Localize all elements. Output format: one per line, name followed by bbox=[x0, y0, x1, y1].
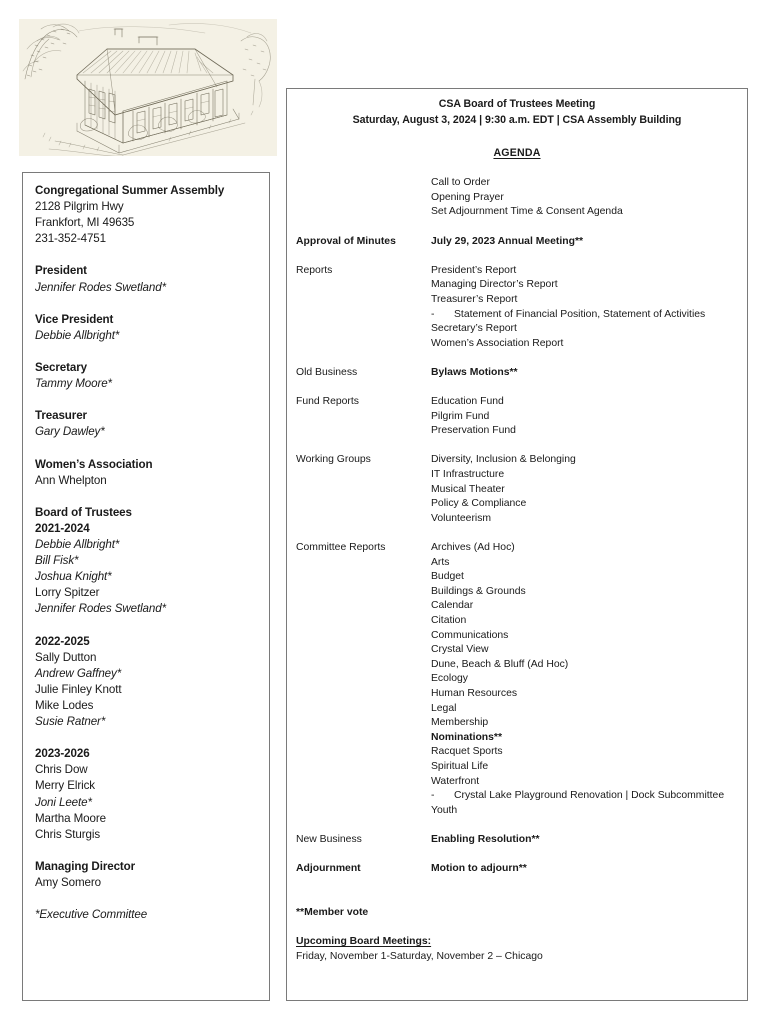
agenda-row-label: Approval of Minutes bbox=[296, 235, 396, 247]
agenda-heading-wrapper bbox=[296, 143, 738, 161]
agenda-row bbox=[296, 191, 738, 206]
contact-line-spacer bbox=[35, 247, 257, 263]
agenda-sub-item bbox=[431, 308, 738, 323]
agenda-sub-item-text: Statement of Financial Position, Statement of Activities bbox=[454, 308, 706, 320]
contact-line: 2128 Pilgrim Hwy bbox=[35, 200, 124, 214]
agenda-row-label: New Business bbox=[296, 833, 362, 845]
contact-line: Amy Somero bbox=[35, 876, 102, 890]
contact-line: Frankfort, MI 49635 bbox=[35, 216, 135, 230]
agenda-item: Membership bbox=[431, 717, 489, 729]
member-vote-note: **Member vote bbox=[296, 906, 369, 918]
agenda-item: Buildings & Grounds bbox=[431, 585, 526, 597]
agenda-row bbox=[296, 395, 738, 439]
agenda-item: Calendar bbox=[431, 600, 474, 612]
agenda-row bbox=[296, 366, 738, 381]
upcoming-meetings-heading: Upcoming Board Meetings: bbox=[296, 936, 432, 948]
agenda-item: Human Resources bbox=[431, 687, 518, 699]
contact-line: Joshua Knight* bbox=[35, 570, 112, 584]
contact-line-spacer bbox=[35, 441, 257, 457]
agenda-item: Youth bbox=[431, 804, 458, 816]
agenda-heading: AGENDA bbox=[493, 147, 541, 160]
agenda-row-spacer bbox=[296, 351, 738, 366]
agenda-item: Bylaws Motions** bbox=[431, 366, 518, 378]
contact-line-spacer bbox=[35, 344, 257, 360]
sub-item-dash-icon: - bbox=[431, 790, 435, 802]
meeting-title-line-1: CSA Board of Trustees Meeting bbox=[438, 98, 596, 110]
contact-line-spacer bbox=[35, 843, 257, 859]
agenda-row-spacer bbox=[296, 439, 738, 454]
contact-line-spacer bbox=[35, 891, 257, 907]
contact-heading: 2022-2025 bbox=[35, 634, 90, 648]
contact-line: Gary Dawley* bbox=[35, 425, 105, 439]
agenda-item: Women’s Association Report bbox=[431, 337, 564, 349]
agenda-sub-item-text: Crystal Lake Playground Renovation | Dock Subcommittee bbox=[454, 790, 725, 802]
footer-spacer-3 bbox=[296, 920, 738, 935]
contact-line: Debbie Allbright* bbox=[35, 538, 120, 552]
agenda-item: Spiritual Life bbox=[431, 760, 489, 772]
contact-line: Joni Leete* bbox=[35, 795, 92, 809]
agenda-item: Archives (Ad Hoc) bbox=[431, 542, 515, 554]
agenda-item: Set Adjournment Time & Consent Agenda bbox=[431, 206, 623, 218]
contact-line-spacer bbox=[35, 296, 257, 312]
contact-heading: Secretary bbox=[35, 361, 87, 375]
agenda-item: Preservation Fund bbox=[431, 425, 516, 437]
contact-line: *Executive Committee bbox=[35, 908, 148, 922]
contact-line: Lorry Spitzer bbox=[35, 586, 100, 600]
agenda-item: IT Infrastructure bbox=[431, 469, 505, 481]
agenda-row bbox=[296, 453, 738, 526]
contact-line: Martha Moore bbox=[35, 811, 106, 825]
agenda-item: Arts bbox=[431, 556, 450, 568]
footer-spacer-1 bbox=[296, 877, 738, 892]
agenda-item: Enabling Resolution** bbox=[431, 833, 540, 845]
contact-line: 231-352-4751 bbox=[35, 232, 107, 246]
agenda-item: Dune, Beach & Bluff (Ad Hoc) bbox=[431, 658, 569, 670]
agenda-row-spacer bbox=[296, 381, 738, 396]
agenda-item: Treasurer’s Report bbox=[431, 293, 518, 305]
assembly-building-illustration bbox=[19, 19, 277, 156]
agenda-item: President’s Report bbox=[431, 264, 517, 276]
contact-line-spacer bbox=[35, 489, 257, 505]
agenda-item: Communications bbox=[431, 629, 509, 641]
agenda-item: Legal bbox=[431, 702, 457, 714]
contact-lines-list bbox=[35, 183, 257, 923]
contact-heading: Managing Director bbox=[35, 859, 136, 873]
agenda-item: Call to Order bbox=[431, 177, 490, 189]
agenda-panel bbox=[286, 88, 748, 1001]
agenda-item: Racquet Sports bbox=[431, 746, 503, 758]
contact-line: Susie Ratner* bbox=[35, 715, 106, 729]
agenda-row-spacer bbox=[296, 818, 738, 833]
agenda-row-label: Committee Reports bbox=[296, 542, 386, 554]
upcoming-meetings-detail: Friday, November 1-Saturday, November 2 – Chicago bbox=[296, 950, 543, 962]
contact-heading: Vice President bbox=[35, 312, 114, 326]
agenda-item: Motion to adjourn** bbox=[431, 863, 527, 875]
contact-heading: 2023-2026 bbox=[35, 747, 90, 761]
agenda-item: Secretary’s Report bbox=[431, 323, 517, 335]
agenda-item: Waterfront bbox=[431, 775, 480, 787]
assembly-building-sketch-icon bbox=[19, 19, 277, 156]
agenda-sub-item bbox=[431, 789, 738, 804]
footer-spacer-2 bbox=[296, 891, 738, 906]
organization-contact-panel bbox=[22, 172, 270, 1001]
agenda-row bbox=[296, 235, 738, 250]
agenda-row-label: Adjournment bbox=[296, 863, 361, 875]
agenda-row-label: Fund Reports bbox=[296, 396, 359, 408]
contact-heading: Women’s Association bbox=[35, 457, 153, 471]
agenda-item: Volunteerism bbox=[431, 512, 492, 524]
contact-heading: Treasurer bbox=[35, 409, 87, 423]
contact-line-spacer bbox=[35, 730, 257, 746]
agenda-row-label: Working Groups bbox=[296, 454, 371, 466]
contact-heading: 2021-2024 bbox=[35, 521, 90, 535]
contact-line-spacer bbox=[35, 618, 257, 634]
contact-line: Andrew Gaffney* bbox=[35, 666, 122, 680]
contact-heading: Congregational Summer Assembly bbox=[35, 184, 225, 197]
agenda-item: Budget bbox=[431, 571, 464, 583]
meeting-title-line-2: Saturday, August 3, 2024 | 9:30 a.m. EDT | CSA Assembly Building bbox=[352, 113, 682, 126]
agenda-item: Nominations** bbox=[431, 731, 503, 743]
agenda-item: Policy & Compliance bbox=[431, 498, 527, 510]
agenda-row bbox=[296, 205, 738, 220]
contact-line: Sally Dutton bbox=[35, 650, 97, 664]
agenda-item: July 29, 2023 Annual Meeting** bbox=[431, 235, 584, 247]
contact-line: Merry Elrick bbox=[35, 779, 95, 793]
contact-line-spacer bbox=[35, 392, 257, 408]
agenda-item: Musical Theater bbox=[431, 483, 505, 495]
agenda-rows-list bbox=[296, 176, 738, 877]
contact-line: Chris Dow bbox=[35, 763, 88, 777]
agenda-item: Managing Director’s Report bbox=[431, 279, 558, 291]
agenda-row bbox=[296, 833, 738, 848]
contact-line: Debbie Allbright* bbox=[35, 328, 120, 342]
agenda-row-label: Old Business bbox=[296, 366, 358, 378]
contact-line: Jennifer Rodes Swetland* bbox=[35, 280, 167, 294]
agenda-row-spacer bbox=[296, 848, 738, 863]
sub-item-dash-icon: - bbox=[431, 308, 435, 320]
contact-heading: Board of Trustees bbox=[35, 505, 132, 519]
agenda-row bbox=[296, 264, 738, 352]
contact-line: Bill Fisk* bbox=[35, 554, 79, 568]
contact-line: Mike Lodes bbox=[35, 699, 94, 712]
agenda-row-spacer bbox=[296, 526, 738, 541]
contact-line: Julie Finley Knott bbox=[35, 682, 122, 696]
agenda-item: Citation bbox=[431, 615, 467, 626]
agenda-row-label: Reports bbox=[296, 264, 333, 276]
agenda-item: Crystal View bbox=[431, 644, 489, 656]
agenda-item: Education Fund bbox=[431, 396, 504, 408]
agenda-row-spacer bbox=[296, 249, 738, 264]
agenda-item: Ecology bbox=[431, 673, 468, 685]
contact-line: Chris Sturgis bbox=[35, 827, 101, 841]
contact-line: Ann Whelpton bbox=[35, 473, 107, 487]
agenda-item: Pilgrim Fund bbox=[431, 410, 490, 422]
agenda-row bbox=[296, 862, 738, 877]
contact-line: Tammy Moore* bbox=[35, 377, 112, 391]
agenda-item: Diversity, Inclusion & Belonging bbox=[431, 454, 576, 466]
upcoming-meetings-heading-row bbox=[296, 935, 738, 950]
agenda-row bbox=[296, 176, 738, 191]
agenda-row bbox=[296, 541, 738, 818]
agenda-row-spacer bbox=[296, 220, 738, 235]
contact-line: Jennifer Rodes Swetland* bbox=[35, 602, 167, 616]
agenda-panel-content bbox=[287, 89, 747, 1000]
contact-panel-content bbox=[23, 173, 269, 923]
agenda-item: Opening Prayer bbox=[431, 191, 504, 203]
contact-heading: President bbox=[35, 264, 87, 278]
